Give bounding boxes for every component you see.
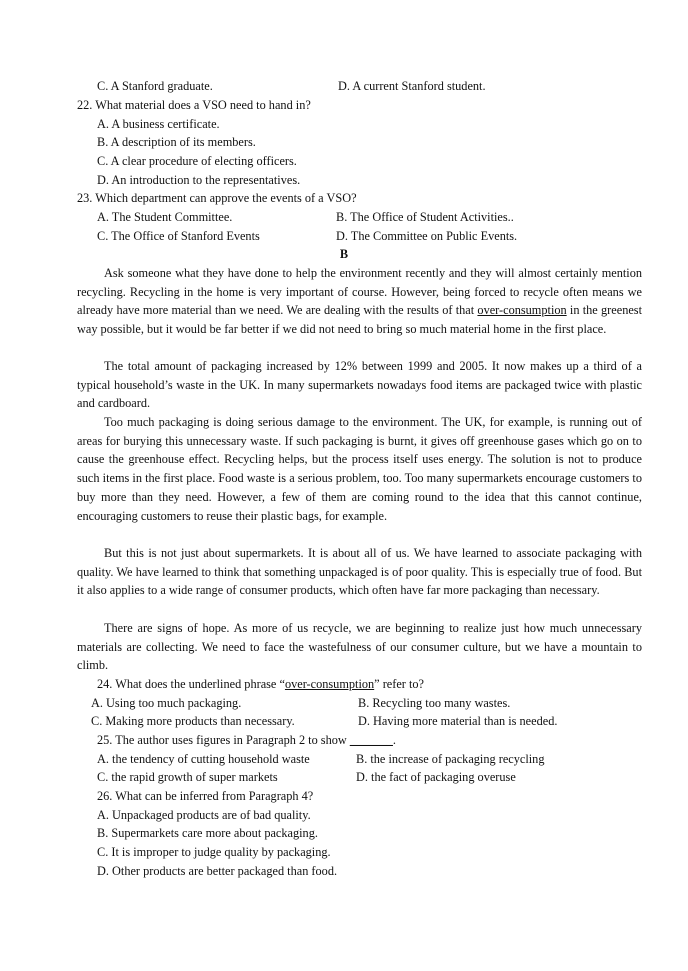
q22-option-c: C. A clear procedure of electing officers. <box>97 154 297 168</box>
q25-option-d: D. the fact of packaging overuse <box>356 770 516 784</box>
q26-stem: 26. What can be inferred from Paragraph 4? <box>97 789 314 803</box>
p1-text-after: in the greenest way possible, but it would be far better if we did not need to bring so much material home in the first place. <box>77 303 642 337</box>
p1-text-before: Ask someone what they have done to help the environment recently and they will almost certainly mention recycling. Recycling in the home is very important of course. However, being forced to recycle often means we already have more material than we need. We are dealing with the results of that <box>77 266 642 318</box>
passage-paragraph-5: There are signs of hope. As more of us recycle, we are beginning to realize just how much unnecessary materials are collecting. We need to face the wastefulness of our consumer culture, but we have a mountain to climb. <box>77 621 642 673</box>
q22-option-d: D. An introduction to the representatives. <box>97 173 301 187</box>
p1-underlined-phrase: over-consumption <box>477 303 567 318</box>
q25-stem-after: . <box>392 733 396 747</box>
q24-option-d: D. Having more material than is needed. <box>358 714 558 728</box>
passage-paragraph-1 <box>77 264 642 339</box>
q25-stem-before: 25. The author uses figures in Paragraph 2 to show <box>97 733 350 747</box>
q25-option-b: B. the increase of packaging recycling <box>356 752 545 766</box>
passage-paragraph-3: Too much packaging is doing serious damage to the environment. The UK, for example, is running out of areas for burying this unnecessary waste. If such packaging is burnt, it gives off greenhouse gases which go on to cause the greenhouse effect. Recycling helps, but the process itself uses energy. The solution is not to produce such items in the first place. Food waste is a serious problem, too. Too many supermarkets encourage customers to buy more than they need. However, a few of them are coming round to the idea that this cannot continue, encouraging customers to reuse their plastic bags, for example. <box>77 415 642 523</box>
q25-answer-blank: _______ <box>349 733 393 747</box>
q22-stem: 22. What material does a VSO need to hand in? <box>77 98 311 112</box>
q24-stem-before: 24. What does the underlined phrase “ <box>97 677 285 691</box>
q26-option-d: D. Other products are better packaged than food. <box>97 864 338 878</box>
passage-paragraph-4: But this is not just about supermarkets. It is about all of us. We have learned to associate packaging with quality. We have learned to think that something unpackaged is of poor quality. This is especially true of food. But it also applies to a wide range of consumer products, which often have far more packaging than necessary. <box>77 546 642 598</box>
q23-option-c: C. The Office of Stanford Events <box>97 229 260 243</box>
q22-option-a: A. A business certificate. <box>97 117 220 131</box>
q26-option-a: A. Unpackaged products are of bad quality. <box>97 808 311 822</box>
q25-option-c: C. the rapid growth of super markets <box>97 770 278 784</box>
q24-option-b: B. Recycling too many wastes. <box>358 696 511 710</box>
q26-option-c: C. It is improper to judge quality by packaging. <box>97 845 331 859</box>
q23-option-b: B. The Office of Student Activities.. <box>336 210 514 224</box>
section-b-heading: B <box>339 247 349 261</box>
q21-option-c: C. A Stanford graduate. <box>97 79 213 93</box>
q24-option-a: A. Using too much packaging. <box>91 696 242 710</box>
q23-option-a: A. The Student Committee. <box>97 210 233 224</box>
q24-underlined-phrase: over-consumption <box>284 677 375 691</box>
q24-stem-after: ” refer to? <box>374 677 425 691</box>
q23-option-d: D. The Committee on Public Events. <box>336 229 518 243</box>
q26-option-b: B. Supermarkets care more about packaging. <box>97 826 318 840</box>
q24-stem <box>97 675 424 694</box>
q22-option-b: B. A description of its members. <box>97 135 256 149</box>
q25-option-a: A. the tendency of cutting household waste <box>97 752 310 766</box>
q24-option-c: C. Making more products than necessary. <box>91 714 295 728</box>
q21-option-d: D. A current Stanford student. <box>338 79 486 93</box>
passage-paragraph-2: The total amount of packaging increased by 12% between 1999 and 2005. It now makes up a third of a typical household’s waste in the UK. In many supermarkets nowadays food items are packaged twice with plastic and cardboard. <box>77 359 642 411</box>
q25-stem <box>97 731 396 750</box>
q23-stem: 23. Which department can approve the events of a VSO? <box>77 191 357 205</box>
